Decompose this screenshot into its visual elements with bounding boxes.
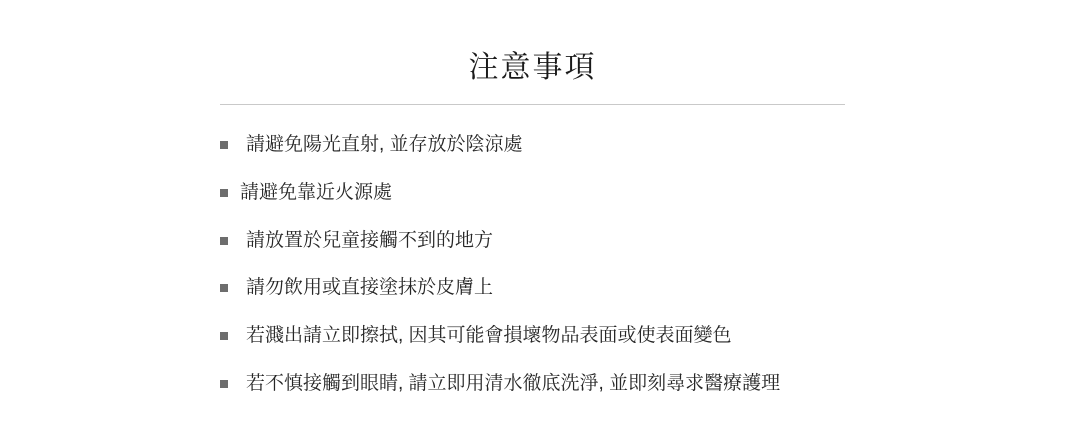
list-item-label: 請避免陽光直射, 並存放於陰涼處 xyxy=(246,134,523,155)
square-bullet-icon xyxy=(220,380,228,388)
page-title: 注意事項 xyxy=(468,51,597,84)
notice-list xyxy=(220,133,845,396)
square-bullet-icon xyxy=(220,284,228,292)
notice-section xyxy=(220,50,845,396)
list-item-label: 請避免靠近火源處 xyxy=(240,181,393,203)
square-bullet-icon xyxy=(220,237,228,245)
list-item xyxy=(220,324,845,348)
list-item-label: 若不慎接觸到眼睛, 請立即用清水徹底洗淨, 並即刻尋求醫療護理 xyxy=(246,372,781,394)
list-item-label: 請勿飲用或直接塗抹於皮膚上 xyxy=(246,277,494,299)
list-item-label: 若濺出請立即擦拭, 因其可能會損壞物品表面或使表面變色 xyxy=(246,325,732,346)
list-item-label: 請放置於兒童接觸不到的地方 xyxy=(246,229,494,251)
list-item xyxy=(220,181,845,205)
square-bullet-icon xyxy=(220,141,228,149)
list-item xyxy=(220,133,845,157)
square-bullet-icon xyxy=(220,189,228,197)
list-item xyxy=(220,229,845,253)
list-item xyxy=(220,276,845,300)
title-divider xyxy=(220,104,845,105)
list-item xyxy=(220,372,845,396)
square-bullet-icon xyxy=(220,332,228,340)
